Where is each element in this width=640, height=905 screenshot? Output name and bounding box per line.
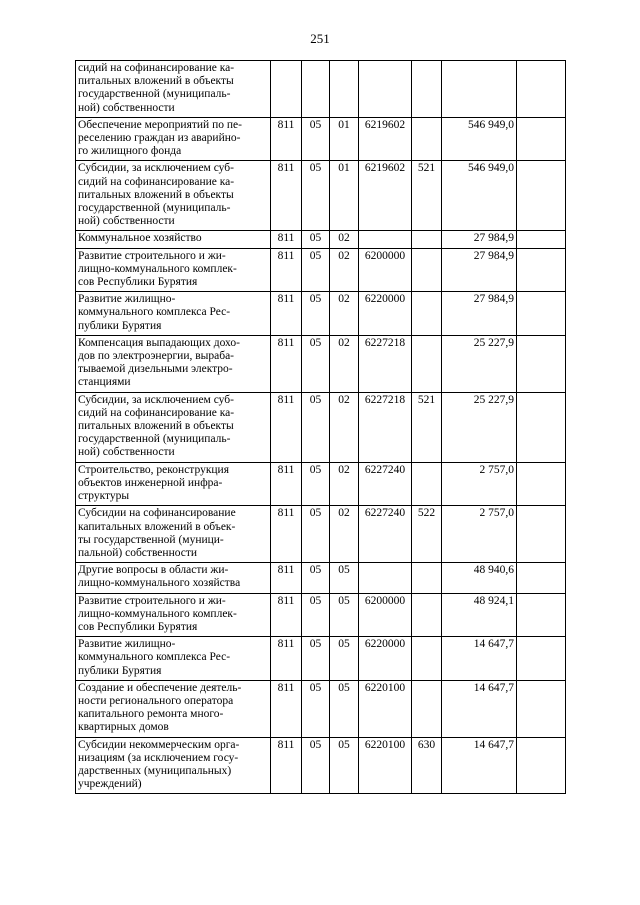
expense-type-cell	[412, 231, 442, 248]
ministry-code-cell	[271, 61, 302, 118]
table-row	[76, 248, 566, 292]
extra-cell	[517, 593, 566, 637]
section-code-cell: 05	[302, 637, 330, 681]
table-row	[76, 462, 566, 506]
table-row	[76, 231, 566, 248]
expense-type-cell: 522	[412, 506, 442, 563]
row-name-cell: Субсидии на софинансирование капитальных вложений в объек- ты государственной (муници- пальной) собственности	[76, 506, 271, 563]
page-number: 251	[310, 31, 330, 46]
table-row	[76, 117, 566, 161]
table-row	[76, 563, 566, 593]
row-name-cell: Компенсация выпадающих дохо- дов по электроэнергии, выраба- тываемой дизельными электро- станциями	[76, 335, 271, 392]
subsection-code-cell: 01	[330, 161, 359, 231]
extra-cell	[517, 506, 566, 563]
amount-cell: 27 984,9	[442, 231, 517, 248]
row-name-cell: Развитие строительного и жи- лищно-коммунального комплек- сов Республики Бурятия	[76, 248, 271, 292]
subsection-code-cell: 05	[330, 563, 359, 593]
target-article-cell: 6219602	[359, 117, 412, 161]
target-article-cell	[359, 231, 412, 248]
extra-cell	[517, 248, 566, 292]
row-name-cell: Субсидии, за исключением суб- сидий на софинансирование ка- питальных вложений в объекты государственной (муниципаль- ной) собственности	[76, 392, 271, 462]
subsection-code-cell: 02	[330, 462, 359, 506]
target-article-cell: 6220100	[359, 680, 412, 737]
section-code-cell	[302, 61, 330, 118]
subsection-code-cell: 02	[330, 292, 359, 336]
row-name-cell: Развитие жилищно- коммунального комплекса Рес- публики Бурятия	[76, 292, 271, 336]
extra-cell	[517, 231, 566, 248]
extra-cell	[517, 462, 566, 506]
amount-cell: 2 757,0	[442, 506, 517, 563]
extra-cell	[517, 61, 566, 118]
ministry-code-cell: 811	[271, 161, 302, 231]
ministry-code-cell: 811	[271, 637, 302, 681]
row-name-cell: Развитие жилищно- коммунального комплекса Рес- публики Бурятия	[76, 637, 271, 681]
target-article-cell: 6219602	[359, 161, 412, 231]
target-article-cell: 6227240	[359, 506, 412, 563]
amount-cell: 25 227,9	[442, 392, 517, 462]
amount-cell: 14 647,7	[442, 680, 517, 737]
table-row	[76, 292, 566, 336]
table-body	[76, 61, 566, 794]
row-name-cell: Коммунальное хозяйство	[76, 231, 271, 248]
amount-cell	[442, 61, 517, 118]
section-code-cell: 05	[302, 231, 330, 248]
ministry-code-cell: 811	[271, 231, 302, 248]
section-code-cell: 05	[302, 593, 330, 637]
expense-type-cell	[412, 680, 442, 737]
row-name-cell: сидий на софинансирование ка- питальных вложений в объекты государственной (муниципаль- ной) собственности	[76, 61, 271, 118]
section-code-cell: 05	[302, 563, 330, 593]
expense-type-cell: 521	[412, 392, 442, 462]
row-name-cell: Строительство, реконструкция объектов инженерной инфра- структуры	[76, 462, 271, 506]
table-row	[76, 680, 566, 737]
row-name-cell: Субсидии некоммерческим орга- низациям (за исключением госу- дарственных (муниципальных) учреждений)	[76, 737, 271, 794]
subsection-code-cell	[330, 61, 359, 118]
ministry-code-cell: 811	[271, 392, 302, 462]
target-article-cell: 6220000	[359, 637, 412, 681]
target-article-cell: 6200000	[359, 593, 412, 637]
ministry-code-cell: 811	[271, 335, 302, 392]
amount-cell: 27 984,9	[442, 292, 517, 336]
extra-cell	[517, 335, 566, 392]
row-name-cell: Обеспечение мероприятий по пе- реселению граждан из аварийно- го жилищного фонда	[76, 117, 271, 161]
target-article-cell: 6220000	[359, 292, 412, 336]
amount-cell: 546 949,0	[442, 117, 517, 161]
extra-cell	[517, 637, 566, 681]
ministry-code-cell: 811	[271, 737, 302, 794]
amount-cell: 2 757,0	[442, 462, 517, 506]
table-row	[76, 637, 566, 681]
target-article-cell	[359, 563, 412, 593]
table-row	[76, 335, 566, 392]
target-article-cell: 6220100	[359, 737, 412, 794]
section-code-cell: 05	[302, 292, 330, 336]
expense-type-cell	[412, 335, 442, 392]
table-row	[76, 61, 566, 118]
amount-cell: 546 949,0	[442, 161, 517, 231]
ministry-code-cell: 811	[271, 506, 302, 563]
extra-cell	[517, 117, 566, 161]
subsection-code-cell: 05	[330, 737, 359, 794]
ministry-code-cell: 811	[271, 292, 302, 336]
table-row	[76, 593, 566, 637]
section-code-cell: 05	[302, 680, 330, 737]
ministry-code-cell: 811	[271, 593, 302, 637]
expense-type-cell	[412, 637, 442, 681]
ministry-code-cell: 811	[271, 563, 302, 593]
extra-cell	[517, 680, 566, 737]
extra-cell	[517, 161, 566, 231]
row-name-cell: Другие вопросы в области жи- лищно-коммунального хозяйства	[76, 563, 271, 593]
subsection-code-cell: 05	[330, 680, 359, 737]
row-name-cell: Создание и обеспечение деятель- ности регионального оператора капитального ремонта много- квартирных домов	[76, 680, 271, 737]
expense-type-cell	[412, 563, 442, 593]
row-name-cell: Развитие строительного и жи- лищно-коммунального комплек- сов Республики Бурятия	[76, 593, 271, 637]
section-code-cell: 05	[302, 248, 330, 292]
table-row	[76, 161, 566, 231]
target-article-cell: 6227218	[359, 335, 412, 392]
ministry-code-cell: 811	[271, 248, 302, 292]
subsection-code-cell: 05	[330, 593, 359, 637]
target-article-cell: 6227240	[359, 462, 412, 506]
subsection-code-cell: 02	[330, 506, 359, 563]
section-code-cell: 05	[302, 737, 330, 794]
ministry-code-cell: 811	[271, 117, 302, 161]
row-name-cell: Субсидии, за исключением суб- сидий на софинансирование ка- питальных вложений в объекты государственной (муниципаль- ной) собственности	[76, 161, 271, 231]
expense-type-cell: 521	[412, 161, 442, 231]
extra-cell	[517, 392, 566, 462]
extra-cell	[517, 292, 566, 336]
section-code-cell: 05	[302, 117, 330, 161]
section-code-cell: 05	[302, 335, 330, 392]
target-article-cell: 6200000	[359, 248, 412, 292]
expense-type-cell	[412, 61, 442, 118]
expense-type-cell	[412, 248, 442, 292]
budget-table	[75, 60, 566, 794]
section-code-cell: 05	[302, 161, 330, 231]
expense-type-cell	[412, 462, 442, 506]
table-row	[76, 506, 566, 563]
section-code-cell: 05	[302, 506, 330, 563]
expense-type-cell	[412, 292, 442, 336]
subsection-code-cell: 02	[330, 392, 359, 462]
subsection-code-cell: 01	[330, 117, 359, 161]
subsection-code-cell: 02	[330, 335, 359, 392]
table-row	[76, 392, 566, 462]
extra-cell	[517, 563, 566, 593]
amount-cell: 27 984,9	[442, 248, 517, 292]
target-article-cell: 6227218	[359, 392, 412, 462]
expense-type-cell	[412, 593, 442, 637]
amount-cell: 25 227,9	[442, 335, 517, 392]
ministry-code-cell: 811	[271, 680, 302, 737]
amount-cell: 48 924,1	[442, 593, 517, 637]
amount-cell: 48 940,6	[442, 563, 517, 593]
expense-type-cell	[412, 117, 442, 161]
expense-type-cell: 630	[412, 737, 442, 794]
amount-cell: 14 647,7	[442, 637, 517, 681]
table-row	[76, 737, 566, 794]
subsection-code-cell: 02	[330, 248, 359, 292]
amount-cell: 14 647,7	[442, 737, 517, 794]
section-code-cell: 05	[302, 392, 330, 462]
ministry-code-cell: 811	[271, 462, 302, 506]
subsection-code-cell: 05	[330, 637, 359, 681]
section-code-cell: 05	[302, 462, 330, 506]
subsection-code-cell: 02	[330, 231, 359, 248]
target-article-cell	[359, 61, 412, 118]
extra-cell	[517, 737, 566, 794]
